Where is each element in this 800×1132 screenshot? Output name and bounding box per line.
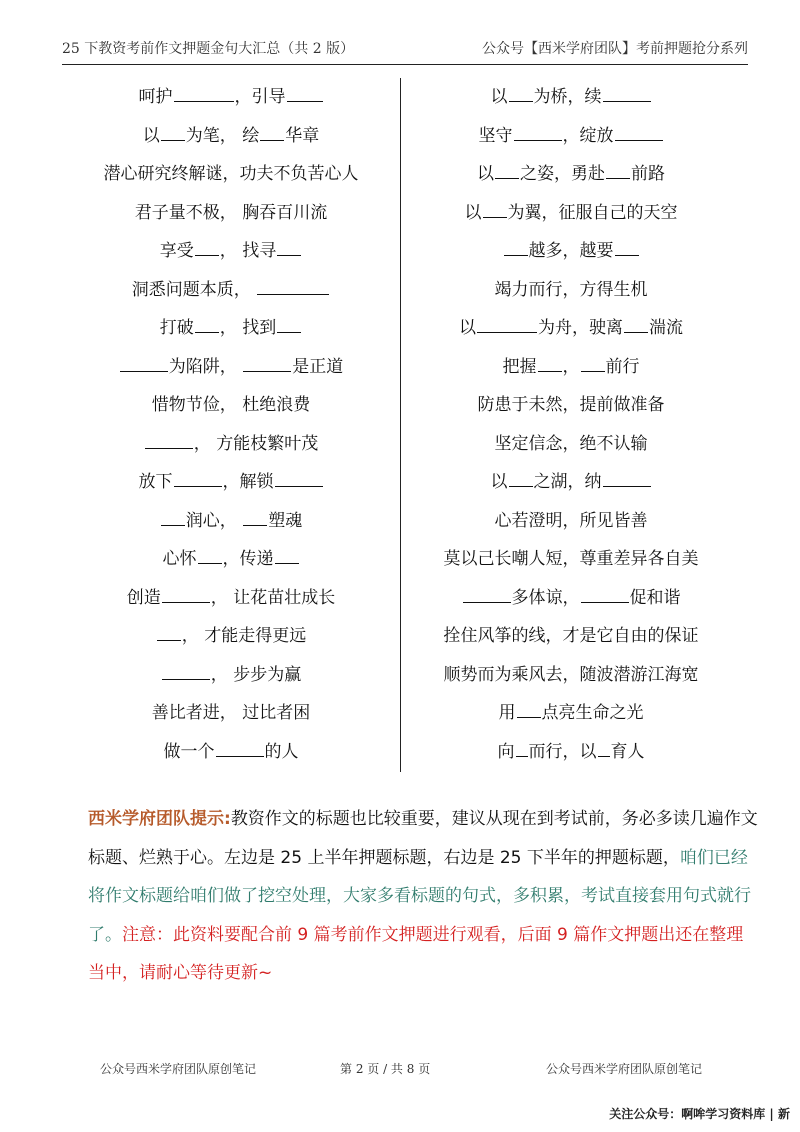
fill-blank <box>162 662 210 679</box>
left-column <box>62 78 400 771</box>
fill-blank <box>277 239 301 256</box>
fill-blank <box>216 739 264 756</box>
title-text: 之姿，勇赴 <box>520 164 605 184</box>
title-text: 为翼，征服自己的天空 <box>507 202 678 223</box>
fill-blank <box>243 354 291 371</box>
title-text: 拴住风筝的线，才是它自由的保证 <box>443 626 699 646</box>
title-text: ， 让花苗壮成长 <box>210 587 336 608</box>
fill-blank <box>615 239 639 256</box>
title-text: 前路 <box>631 164 665 184</box>
title-text: 竭力而行，方得生机 <box>494 279 648 300</box>
title-text: ， 方能枝繁叶茂 <box>193 433 319 454</box>
title-text: ， 找寻 <box>219 241 277 261</box>
fill-blank <box>260 123 284 140</box>
fill-blank <box>145 431 193 448</box>
title-text: 向 <box>497 741 515 762</box>
fill-blank <box>606 162 630 179</box>
title-text: 呵护 <box>138 87 173 107</box>
right-title-line <box>402 540 740 579</box>
fill-blank <box>603 470 651 487</box>
fill-blank <box>603 85 651 102</box>
title-text: 顺势而为乘风去，随波潜游江海宽 <box>443 664 699 685</box>
fill-blank <box>195 239 219 256</box>
left-title-line <box>62 656 400 695</box>
title-text: ， 步步为赢 <box>210 664 302 685</box>
fill-blank <box>161 508 185 525</box>
watermark-banner: 关注公众号：啊哞学习资料库 | 新 <box>609 1107 790 1121</box>
left-title-line <box>62 502 400 541</box>
right-column <box>402 78 740 771</box>
title-text: 防患于未然，提前做准备 <box>477 395 665 415</box>
right-title-line <box>402 386 740 425</box>
fill-blank <box>277 316 301 333</box>
fill-blank <box>483 200 507 217</box>
title-text: 做一个 <box>163 741 215 762</box>
fill-blank <box>509 470 533 487</box>
title-text: 而行，以 <box>528 741 597 762</box>
page-number: 第 2 页 / 共 8 页 <box>340 1062 431 1076</box>
left-title-line <box>62 309 400 348</box>
title-text: ，解锁 <box>222 472 274 492</box>
fill-blank <box>509 85 533 102</box>
title-text: 华章 <box>285 125 320 146</box>
right-title-line <box>402 463 740 502</box>
title-text: ， 找到 <box>219 318 277 338</box>
fill-blank <box>477 316 537 333</box>
title-text: ，引导 <box>234 87 286 107</box>
title-text: 心怀 <box>162 549 197 569</box>
page-footer <box>0 1060 800 1080</box>
fill-blank <box>514 123 562 140</box>
tips-paragraph <box>88 800 758 993</box>
title-text: 之湖，纳 <box>533 472 602 492</box>
fill-blank <box>581 354 605 371</box>
left-title-line <box>62 232 400 271</box>
right-title-line <box>402 694 740 733</box>
left-title-line <box>62 271 400 310</box>
fill-blank <box>157 624 181 641</box>
title-text: 塑魂 <box>268 510 303 531</box>
title-text: 惜物节俭， 杜绝浪费 <box>151 395 311 415</box>
tips-text-notice: 注意：此资料要配合前 9 篇考前作文押题进行观看，后面 9 篇作文押题出还在整理当中，请耐心等待更新~ <box>88 924 744 983</box>
fill-blank <box>243 508 267 525</box>
header-title: 25 下教资考前作文押题金句大汇总（共 2 版） <box>62 41 355 57</box>
left-title-line <box>62 348 400 387</box>
left-title-line <box>62 386 400 425</box>
tips-text-main: 教资作文的标题也比较重要，建议从现在到考试前，务必多读几遍作文标题、烂熟于心。左边是 25 上半年押题标题，右边是 25 下半年的押题标题， <box>88 809 758 868</box>
right-title-line <box>402 579 740 618</box>
right-title-line <box>402 656 740 695</box>
title-text: 点亮生命之光 <box>541 703 644 723</box>
left-title-line <box>62 155 400 194</box>
left-title-line <box>62 733 400 772</box>
fill-blank <box>463 585 511 602</box>
title-text: 以 <box>490 87 508 107</box>
header-series: 公众号【西米学府团队】考前押题抢分系列 <box>482 41 748 57</box>
title-text: 用 <box>498 703 516 723</box>
right-title-line <box>402 78 740 117</box>
right-title-line <box>402 232 740 271</box>
title-text: ，绽放 <box>562 125 614 146</box>
title-text: 湍流 <box>649 318 683 338</box>
fill-blank <box>195 316 219 333</box>
fill-blank <box>615 123 663 140</box>
right-title-line <box>402 309 740 348</box>
fill-blank <box>598 739 610 756</box>
title-text: 放下 <box>138 472 173 492</box>
title-text: 为笔， 绘 <box>185 125 260 146</box>
fill-blank <box>287 85 323 102</box>
left-title-line <box>62 540 400 579</box>
title-text: 多体谅， <box>511 587 580 608</box>
fill-blank <box>504 239 528 256</box>
title-text: 打破 <box>159 318 194 338</box>
fill-blank <box>538 354 562 371</box>
title-text: 为舟，驶离 <box>538 318 623 338</box>
fill-blank <box>198 547 222 564</box>
right-title-line <box>402 733 740 772</box>
left-title-line <box>62 617 400 656</box>
left-title-line <box>62 579 400 618</box>
fill-blank <box>517 701 541 718</box>
title-text: 洞悉问题本质， <box>131 279 257 300</box>
fill-blank <box>275 547 299 564</box>
title-text: ， 才能走得更远 <box>181 626 307 646</box>
fill-blank <box>174 85 234 102</box>
title-text: 潜心研究终解谜，功夫不负苦心人 <box>103 164 359 184</box>
title-text: 以 <box>142 125 160 146</box>
fill-blank <box>161 123 185 140</box>
title-text: 善比者进， 过比者困 <box>151 703 311 723</box>
right-title-line <box>402 155 740 194</box>
title-text: 促和谐 <box>629 587 681 608</box>
tips-label: 西米学府团队提示: <box>88 809 231 829</box>
title-text: 越多，越要 <box>528 241 614 261</box>
title-text: 心若澄明，所见皆善 <box>494 510 648 531</box>
footer-right: 公众号西米学府团队原创笔记 <box>546 1062 703 1076</box>
title-text: ，传递 <box>222 549 274 569</box>
title-text: 以 <box>459 318 476 338</box>
title-text: ， <box>562 356 580 377</box>
fill-blank <box>174 470 222 487</box>
tips-text-highlight: 咱们已经将作文标题给咱们做了挖空处理，大家多看标题的句式，多积累，考试直接套用句式就行了。 <box>88 847 751 945</box>
fill-blank <box>120 354 168 371</box>
right-title-line <box>402 425 740 464</box>
title-text: 以 <box>490 472 508 492</box>
right-title-line <box>402 617 740 656</box>
fill-blank <box>516 739 528 756</box>
title-text: 以 <box>477 164 494 184</box>
title-text: 君子量不极， 胸吞百川流 <box>134 202 328 223</box>
title-text: 以 <box>464 202 482 223</box>
title-text: 是正道 <box>292 356 344 377</box>
title-text: 为桥，续 <box>533 87 602 107</box>
page-header <box>62 34 748 65</box>
right-title-line <box>402 194 740 233</box>
left-title-line <box>62 194 400 233</box>
title-text: 享受 <box>159 241 194 261</box>
column-divider <box>400 78 401 772</box>
fill-blank <box>257 277 329 294</box>
title-text: 前行 <box>605 356 640 377</box>
fill-blank <box>581 585 629 602</box>
title-text: 润心， <box>185 510 243 531</box>
right-title-line <box>402 502 740 541</box>
fill-blank <box>495 162 519 179</box>
left-title-line <box>62 425 400 464</box>
left-title-line <box>62 78 400 117</box>
fill-blank <box>162 585 210 602</box>
left-title-line <box>62 694 400 733</box>
title-text: 为陷阱， <box>168 356 243 377</box>
left-title-line <box>62 463 400 502</box>
left-title-line <box>62 117 400 156</box>
title-text: 的人 <box>264 741 299 762</box>
title-text: 莫以己长嘲人短，尊重差异各自美 <box>443 549 699 569</box>
right-title-line <box>402 117 740 156</box>
title-text: 坚定信念，绝不认输 <box>494 433 648 454</box>
title-text: 创造 <box>126 587 161 608</box>
fill-blank <box>624 316 648 333</box>
fill-blank <box>275 470 323 487</box>
footer-left: 公众号西米学府团队原创笔记 <box>100 1062 257 1076</box>
right-title-line <box>402 271 740 310</box>
title-text: 坚守 <box>478 125 513 146</box>
right-title-line <box>402 348 740 387</box>
title-text: 育人 <box>610 741 645 762</box>
title-text: 把握 <box>502 356 537 377</box>
